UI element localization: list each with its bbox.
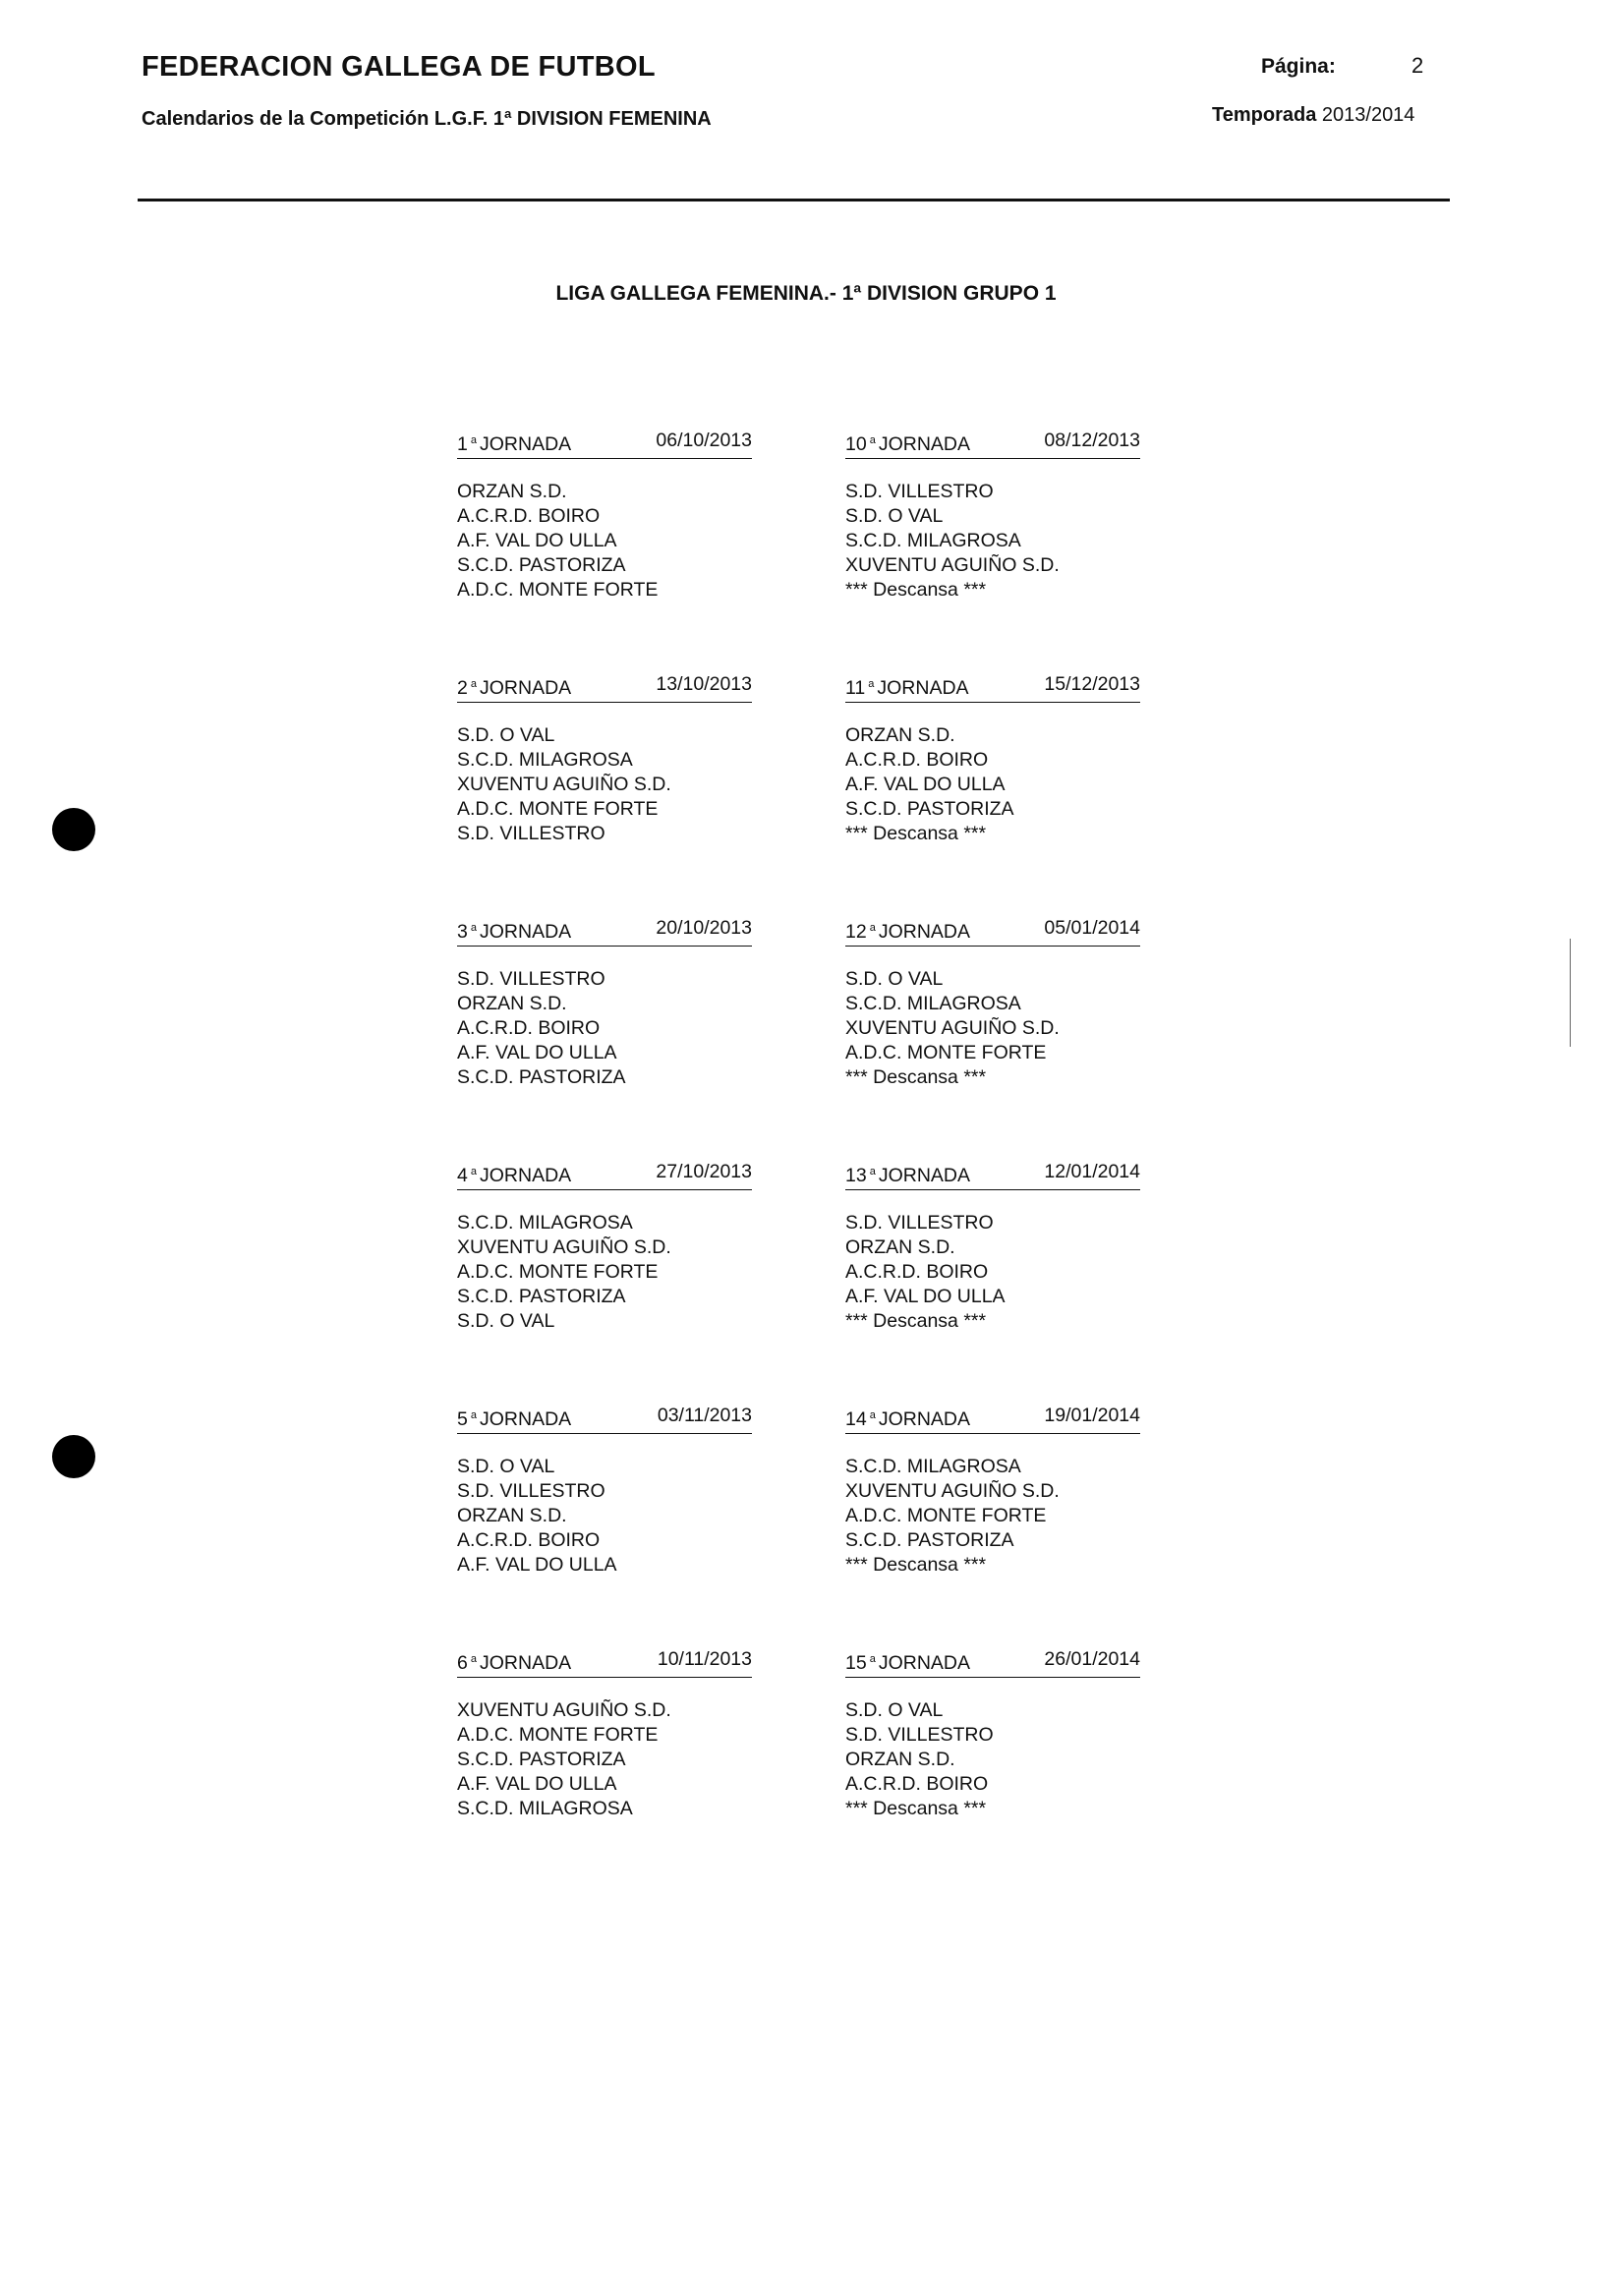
team-name: A.F. VAL DO ULLA: [845, 1286, 1006, 1307]
team-list: [845, 967, 1140, 1090]
team-list: [845, 1698, 1140, 1821]
competition-subtitle: Calendarios de la Competición L.G.F. 1ª DIVISION FEMENINA: [142, 108, 712, 130]
scan-artifact: [1570, 939, 1571, 1047]
team-name: S.C.D. MILAGROSA: [457, 749, 633, 771]
jornada-word: JORNADA: [878, 921, 971, 943]
header-rule: [138, 199, 1450, 201]
team-name: A.F. VAL DO ULLA: [457, 530, 617, 551]
round-title: [845, 1160, 970, 1188]
ordinal-mark: a: [470, 1653, 477, 1665]
round-title: [457, 1160, 571, 1188]
team-name: *** Descansa ***: [845, 823, 987, 844]
team-name: A.F. VAL DO ULLA: [845, 774, 1006, 795]
team-name: *** Descansa ***: [845, 1310, 987, 1332]
ordinal-mark: a: [470, 1166, 477, 1177]
team-list: [457, 480, 752, 603]
round-block: [457, 429, 752, 603]
team-name: A.D.C. MONTE FORTE: [457, 579, 659, 601]
round-header: [845, 1647, 1140, 1678]
jornada-word: JORNADA: [878, 1165, 971, 1186]
round-header: [845, 429, 1140, 459]
round-block: [457, 672, 752, 846]
team-name: S.C.D. PASTORIZA: [845, 1529, 1014, 1551]
round-number: 12: [845, 921, 867, 943]
team-name: S.C.D. PASTORIZA: [845, 798, 1014, 820]
team-name: S.C.D. PASTORIZA: [457, 554, 626, 576]
round-number: 13: [845, 1165, 867, 1186]
team-name: A.F. VAL DO ULLA: [457, 1042, 617, 1063]
page-number: 2: [1411, 53, 1424, 78]
round-date: 27/10/2013: [656, 1161, 752, 1182]
team-name: S.D. O VAL: [457, 724, 555, 746]
team-name: S.C.D. MILAGROSA: [457, 1212, 633, 1234]
round-header: [457, 916, 752, 947]
jornada-word: JORNADA: [479, 433, 572, 455]
round-block: [845, 916, 1140, 1090]
team-name: A.C.R.D. BOIRO: [845, 1261, 989, 1283]
ordinal-mark: a: [470, 1409, 477, 1421]
round-number: 3: [457, 921, 468, 943]
jornada-word: JORNADA: [878, 433, 971, 455]
team-name: ORZAN S.D.: [845, 1236, 955, 1258]
round-block: [457, 916, 752, 1090]
team-name: S.C.D. PASTORIZA: [457, 1286, 626, 1307]
round-block: [845, 429, 1140, 603]
round-date: 03/11/2013: [657, 1405, 752, 1426]
round-title: [457, 429, 571, 457]
team-name: S.D. O VAL: [845, 968, 944, 990]
team-name: XUVENTU AGUIÑO S.D.: [845, 1480, 1060, 1502]
team-name: A.D.C. MONTE FORTE: [457, 1261, 659, 1283]
team-name: ORZAN S.D.: [457, 481, 567, 502]
round-header: [457, 1160, 752, 1190]
ordinal-mark: a: [869, 1409, 876, 1421]
round-number: 1: [457, 433, 468, 455]
season: [1212, 104, 1414, 127]
round-title: [457, 1647, 571, 1676]
ordinal-mark: a: [470, 678, 477, 690]
round-number: 11: [845, 677, 866, 699]
round-block: [457, 1647, 752, 1821]
team-name: A.D.C. MONTE FORTE: [845, 1505, 1047, 1526]
page-label: Página:: [1261, 55, 1336, 78]
ordinal-mark: a: [869, 434, 876, 446]
ordinal-mark: a: [869, 1166, 876, 1177]
round-date: 26/01/2014: [1044, 1648, 1140, 1670]
punch-hole: [52, 808, 95, 851]
team-list: [457, 1698, 752, 1821]
round-date: 10/11/2013: [657, 1648, 752, 1670]
round-date: 13/10/2013: [656, 673, 752, 695]
team-name: S.D. VILLESTRO: [457, 968, 605, 990]
round-title: [845, 429, 970, 457]
round-block: [457, 1404, 752, 1578]
team-name: S.D. O VAL: [845, 505, 944, 527]
league-title: LIGA GALLEGA FEMENINA.- 1ª DIVISION GRUPO 1: [555, 282, 1057, 305]
round-header: [845, 916, 1140, 947]
team-name: ORZAN S.D.: [845, 724, 955, 746]
team-name: XUVENTU AGUIÑO S.D.: [845, 554, 1060, 576]
team-name: XUVENTU AGUIÑO S.D.: [457, 774, 671, 795]
team-name: A.C.R.D. BOIRO: [457, 1529, 601, 1551]
round-header: [457, 429, 752, 459]
jornada-word: JORNADA: [878, 1408, 971, 1430]
round-header: [457, 672, 752, 703]
team-name: ORZAN S.D.: [457, 1505, 567, 1526]
round-title: [845, 1404, 970, 1432]
team-name: A.F. VAL DO ULLA: [457, 1773, 617, 1795]
round-title: [845, 916, 970, 945]
team-name: S.D. VILLESTRO: [457, 1480, 605, 1502]
round-header: [845, 1404, 1140, 1434]
team-name: A.F. VAL DO ULLA: [457, 1554, 617, 1576]
season-value: 2013/2014: [1321, 104, 1415, 126]
ordinal-mark: a: [869, 922, 876, 934]
round-block: [845, 1160, 1140, 1334]
jornada-word: JORNADA: [479, 921, 572, 943]
team-name: S.C.D. PASTORIZA: [457, 1066, 626, 1088]
ordinal-mark: a: [869, 1653, 876, 1665]
team-list: [845, 1211, 1140, 1334]
round-title: [457, 672, 571, 701]
round-title: [845, 672, 969, 701]
round-title: [457, 916, 571, 945]
team-name: A.D.C. MONTE FORTE: [457, 1724, 659, 1746]
round-number: 15: [845, 1652, 867, 1674]
jornada-word: JORNADA: [479, 677, 572, 699]
team-name: ORZAN S.D.: [457, 993, 567, 1014]
ordinal-mark: a: [470, 434, 477, 446]
round-number: 2: [457, 677, 468, 699]
team-name: XUVENTU AGUIÑO S.D.: [457, 1699, 671, 1721]
team-list: [457, 967, 752, 1090]
season-label: Temporada: [1212, 104, 1317, 126]
round-number: 10: [845, 433, 867, 455]
round-header: [457, 1647, 752, 1678]
team-list: [457, 1455, 752, 1578]
round-header: [845, 672, 1140, 703]
round-title: [457, 1404, 571, 1432]
round-title: [845, 1647, 970, 1676]
team-name: S.C.D. MILAGROSA: [845, 530, 1021, 551]
team-name: S.D. VILLESTRO: [845, 481, 994, 502]
team-name: A.C.R.D. BOIRO: [845, 749, 989, 771]
team-name: ORZAN S.D.: [845, 1749, 955, 1770]
round-block: [845, 672, 1140, 846]
team-name: A.C.R.D. BOIRO: [457, 505, 601, 527]
round-number: 4: [457, 1165, 468, 1186]
team-name: S.C.D. MILAGROSA: [457, 1798, 633, 1819]
team-list: [845, 1455, 1140, 1578]
round-number: 6: [457, 1652, 468, 1674]
team-name: S.C.D. MILAGROSA: [845, 1456, 1021, 1477]
round-date: 06/10/2013: [656, 430, 752, 451]
team-name: XUVENTU AGUIÑO S.D.: [845, 1017, 1060, 1039]
ordinal-mark: a: [470, 922, 477, 934]
team-name: S.D. VILLESTRO: [457, 823, 605, 844]
round-number: 5: [457, 1408, 468, 1430]
team-name: S.D. VILLESTRO: [845, 1212, 994, 1234]
team-name: S.D. VILLESTRO: [845, 1724, 994, 1746]
round-date: 05/01/2014: [1044, 917, 1140, 939]
team-name: S.D. O VAL: [845, 1699, 944, 1721]
round-date: 19/01/2014: [1044, 1405, 1140, 1426]
team-name: A.D.C. MONTE FORTE: [457, 798, 659, 820]
team-name: A.D.C. MONTE FORTE: [845, 1042, 1047, 1063]
round-block: [457, 1160, 752, 1334]
team-list: [457, 1211, 752, 1334]
team-list: [457, 723, 752, 846]
team-list: [845, 480, 1140, 603]
jornada-word: JORNADA: [479, 1652, 572, 1674]
team-name: S.D. O VAL: [457, 1310, 555, 1332]
round-date: 12/01/2014: [1044, 1161, 1140, 1182]
round-date: 20/10/2013: [656, 917, 752, 939]
round-block: [845, 1404, 1140, 1578]
team-name: XUVENTU AGUIÑO S.D.: [457, 1236, 671, 1258]
team-name: S.C.D. PASTORIZA: [457, 1749, 626, 1770]
jornada-word: JORNADA: [479, 1408, 572, 1430]
punch-hole: [52, 1435, 95, 1478]
round-date: 08/12/2013: [1044, 430, 1140, 451]
document-title: FEDERACION GALLEGA DE FUTBOL: [142, 51, 656, 83]
round-block: [845, 1647, 1140, 1821]
jornada-word: JORNADA: [479, 1165, 572, 1186]
round-date: 15/12/2013: [1044, 673, 1140, 695]
jornada-word: JORNADA: [877, 677, 969, 699]
round-header: [457, 1404, 752, 1434]
round-number: 14: [845, 1408, 867, 1430]
team-name: *** Descansa ***: [845, 1554, 987, 1576]
team-name: S.C.D. MILAGROSA: [845, 993, 1021, 1014]
team-name: *** Descansa ***: [845, 1066, 987, 1088]
team-list: [845, 723, 1140, 846]
team-name: A.C.R.D. BOIRO: [457, 1017, 601, 1039]
team-name: *** Descansa ***: [845, 579, 987, 601]
team-name: S.D. O VAL: [457, 1456, 555, 1477]
ordinal-mark: a: [868, 678, 875, 690]
jornada-word: JORNADA: [878, 1652, 971, 1674]
team-name: *** Descansa ***: [845, 1798, 987, 1819]
round-header: [845, 1160, 1140, 1190]
team-name: A.C.R.D. BOIRO: [845, 1773, 989, 1795]
